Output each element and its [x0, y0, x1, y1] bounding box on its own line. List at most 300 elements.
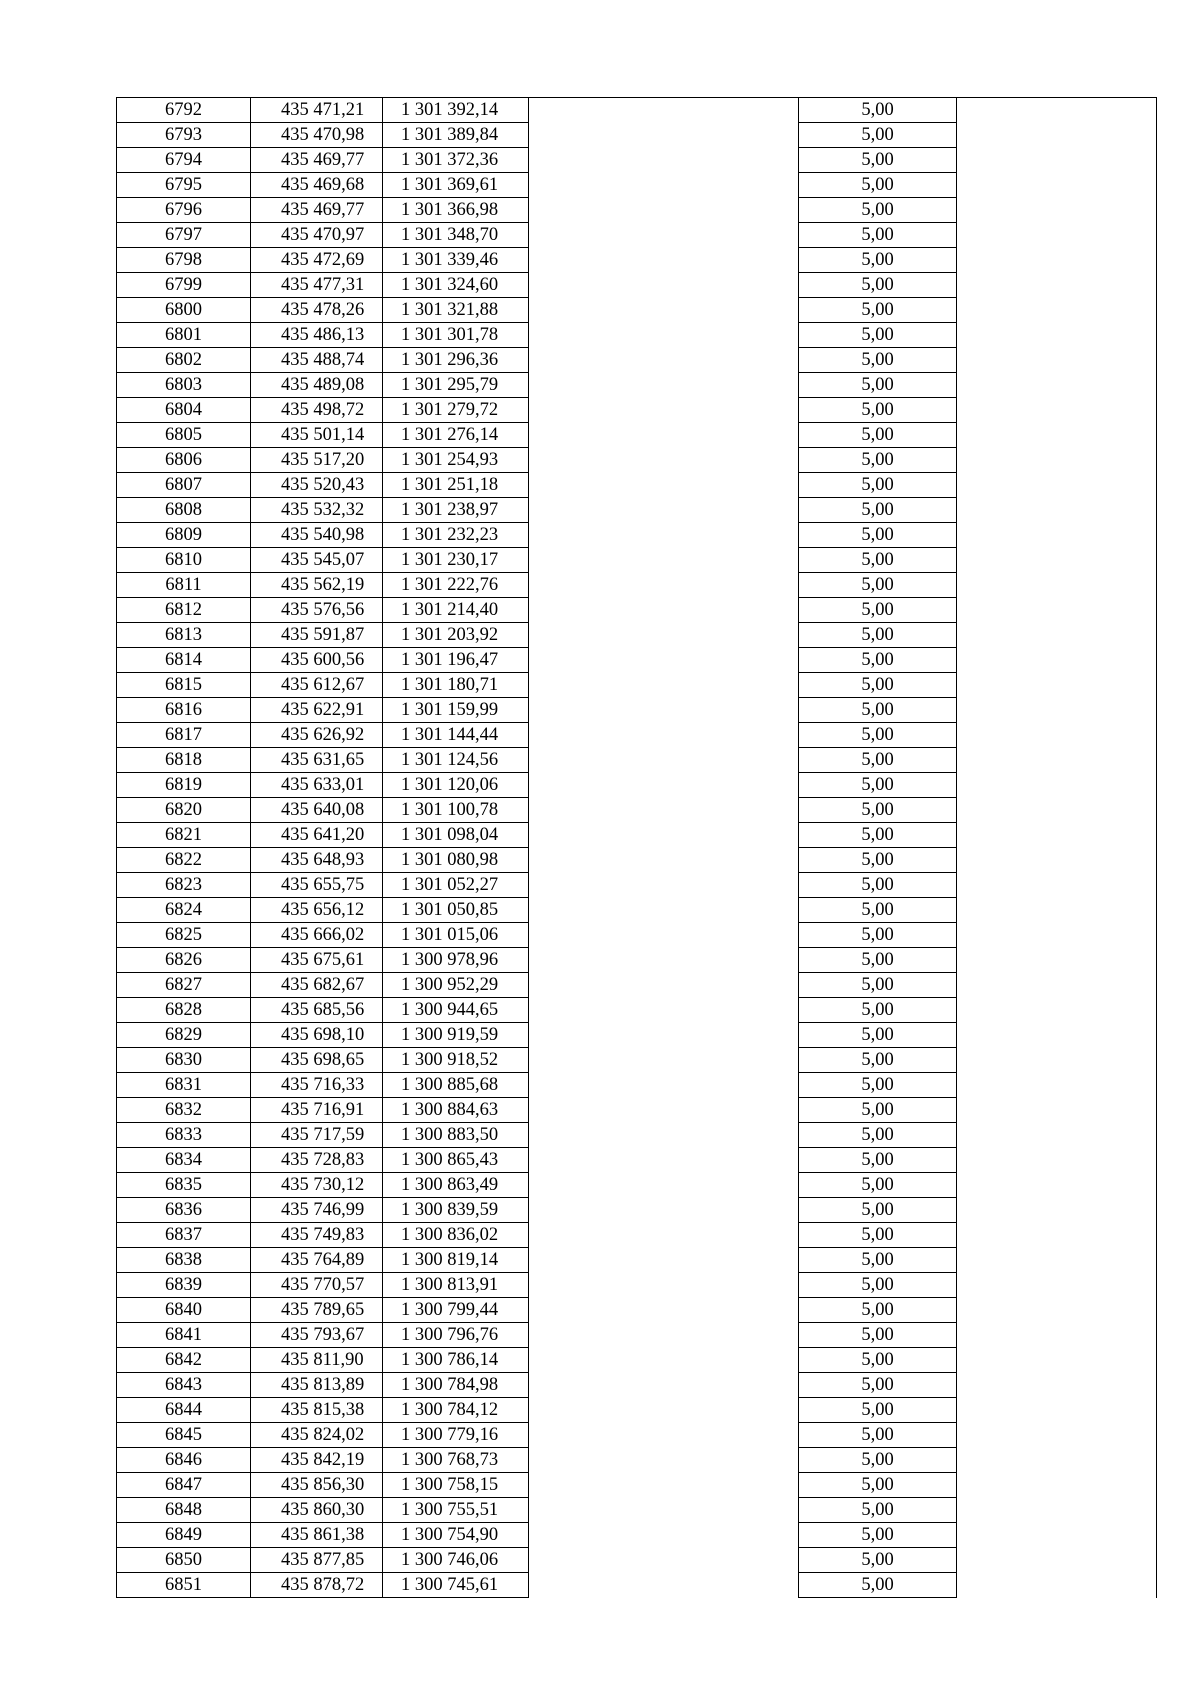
table-row: [117, 98, 1157, 123]
point-number-cell: 6822: [117, 848, 251, 873]
table-row: [117, 298, 1157, 323]
accuracy-cell: 5,00: [799, 623, 957, 648]
y-coordinate-cell: 1 301 238,97: [383, 498, 529, 523]
y-coordinate-cell: 1 300 784,12: [383, 1398, 529, 1423]
table-row: [117, 448, 1157, 473]
empty-cell: [957, 1523, 1157, 1548]
point-number-cell: 6808: [117, 498, 251, 523]
table-row: [117, 1073, 1157, 1098]
y-coordinate-cell: 1 300 754,90: [383, 1523, 529, 1548]
accuracy-cell: 5,00: [799, 1473, 957, 1498]
y-coordinate-cell: 1 301 324,60: [383, 273, 529, 298]
x-coordinate-cell: 435 633,01: [251, 773, 383, 798]
accuracy-cell: 5,00: [799, 823, 957, 848]
y-coordinate-cell: 1 301 279,72: [383, 398, 529, 423]
x-coordinate-cell: 435 682,67: [251, 973, 383, 998]
y-coordinate-cell: 1 301 254,93: [383, 448, 529, 473]
empty-cell: [529, 1423, 799, 1448]
y-coordinate-cell: 1 301 080,98: [383, 848, 529, 873]
table-row: [117, 748, 1157, 773]
table-row: [117, 1273, 1157, 1298]
empty-cell: [529, 1373, 799, 1398]
y-coordinate-cell: 1 301 339,46: [383, 248, 529, 273]
empty-cell: [529, 1448, 799, 1473]
accuracy-cell: 5,00: [799, 398, 957, 423]
empty-cell: [957, 773, 1157, 798]
accuracy-cell: 5,00: [799, 173, 957, 198]
x-coordinate-cell: 435 477,31: [251, 273, 383, 298]
empty-cell: [529, 423, 799, 448]
table-row: [117, 898, 1157, 923]
accuracy-cell: 5,00: [799, 1498, 957, 1523]
accuracy-cell: 5,00: [799, 448, 957, 473]
y-coordinate-cell: 1 300 784,98: [383, 1373, 529, 1398]
empty-cell: [529, 1148, 799, 1173]
accuracy-cell: 5,00: [799, 1423, 957, 1448]
table-row: [117, 523, 1157, 548]
empty-cell: [957, 898, 1157, 923]
empty-cell: [957, 223, 1157, 248]
point-number-cell: 6817: [117, 723, 251, 748]
accuracy-cell: 5,00: [799, 673, 957, 698]
point-number-cell: 6794: [117, 148, 251, 173]
empty-cell: [529, 398, 799, 423]
y-coordinate-cell: 1 301 144,44: [383, 723, 529, 748]
empty-cell: [529, 748, 799, 773]
empty-cell: [957, 1448, 1157, 1473]
table-row: [117, 1423, 1157, 1448]
y-coordinate-cell: 1 301 100,78: [383, 798, 529, 823]
x-coordinate-cell: 435 470,98: [251, 123, 383, 148]
table-row: [117, 1223, 1157, 1248]
empty-cell: [529, 1023, 799, 1048]
accuracy-cell: 5,00: [799, 1448, 957, 1473]
y-coordinate-cell: 1 301 295,79: [383, 373, 529, 398]
empty-cell: [529, 298, 799, 323]
empty-cell: [957, 548, 1157, 573]
y-coordinate-cell: 1 300 918,52: [383, 1048, 529, 1073]
empty-cell: [957, 473, 1157, 498]
point-number-cell: 6793: [117, 123, 251, 148]
table-row: [117, 698, 1157, 723]
empty-cell: [957, 523, 1157, 548]
empty-cell: [957, 448, 1157, 473]
point-number-cell: 6841: [117, 1323, 251, 1348]
table-row: [117, 373, 1157, 398]
point-number-cell: 6851: [117, 1573, 251, 1598]
y-coordinate-cell: 1 301 222,76: [383, 573, 529, 598]
x-coordinate-cell: 435 576,56: [251, 598, 383, 623]
empty-cell: [529, 1348, 799, 1373]
accuracy-cell: 5,00: [799, 723, 957, 748]
x-coordinate-cell: 435 824,02: [251, 1423, 383, 1448]
x-coordinate-cell: 435 520,43: [251, 473, 383, 498]
point-number-cell: 6803: [117, 373, 251, 398]
point-number-cell: 6826: [117, 948, 251, 973]
x-coordinate-cell: 435 545,07: [251, 548, 383, 573]
empty-cell: [957, 823, 1157, 848]
y-coordinate-cell: 1 301 015,06: [383, 923, 529, 948]
empty-cell: [529, 698, 799, 723]
empty-cell: [529, 373, 799, 398]
empty-cell: [529, 1473, 799, 1498]
x-coordinate-cell: 435 498,72: [251, 398, 383, 423]
y-coordinate-cell: 1 301 366,98: [383, 198, 529, 223]
empty-cell: [957, 1323, 1157, 1348]
table-row: [117, 1173, 1157, 1198]
x-coordinate-cell: 435 540,98: [251, 523, 383, 548]
table-row: [117, 623, 1157, 648]
point-number-cell: 6814: [117, 648, 251, 673]
table-row: [117, 848, 1157, 873]
empty-cell: [957, 598, 1157, 623]
empty-cell: [529, 1198, 799, 1223]
accuracy-cell: 5,00: [799, 1398, 957, 1423]
empty-cell: [957, 98, 1157, 123]
y-coordinate-cell: 1 300 919,59: [383, 1023, 529, 1048]
empty-cell: [957, 1373, 1157, 1398]
point-number-cell: 6830: [117, 1048, 251, 1073]
empty-cell: [957, 1423, 1157, 1448]
table-row: [117, 348, 1157, 373]
table-row: [117, 1523, 1157, 1548]
empty-cell: [529, 623, 799, 648]
empty-cell: [957, 348, 1157, 373]
empty-cell: [957, 1048, 1157, 1073]
point-number-cell: 6848: [117, 1498, 251, 1523]
accuracy-cell: 5,00: [799, 248, 957, 273]
x-coordinate-cell: 435 489,08: [251, 373, 383, 398]
x-coordinate-cell: 435 478,26: [251, 298, 383, 323]
table-row: [117, 873, 1157, 898]
table-row: [117, 948, 1157, 973]
x-coordinate-cell: 435 728,83: [251, 1148, 383, 1173]
accuracy-cell: 5,00: [799, 1198, 957, 1223]
empty-cell: [529, 973, 799, 998]
y-coordinate-cell: 1 300 779,16: [383, 1423, 529, 1448]
y-coordinate-cell: 1 301 124,56: [383, 748, 529, 773]
point-number-cell: 6804: [117, 398, 251, 423]
x-coordinate-cell: 435 746,99: [251, 1198, 383, 1223]
accuracy-cell: 5,00: [799, 1123, 957, 1148]
x-coordinate-cell: 435 656,12: [251, 898, 383, 923]
y-coordinate-cell: 1 300 944,65: [383, 998, 529, 1023]
empty-cell: [957, 1248, 1157, 1273]
accuracy-cell: 5,00: [799, 148, 957, 173]
x-coordinate-cell: 435 501,14: [251, 423, 383, 448]
empty-cell: [957, 1173, 1157, 1198]
y-coordinate-cell: 1 300 863,49: [383, 1173, 529, 1198]
point-number-cell: 6805: [117, 423, 251, 448]
x-coordinate-cell: 435 469,77: [251, 198, 383, 223]
point-number-cell: 6818: [117, 748, 251, 773]
y-coordinate-cell: 1 301 276,14: [383, 423, 529, 448]
x-coordinate-cell: 435 675,61: [251, 948, 383, 973]
y-coordinate-cell: 1 300 758,15: [383, 1473, 529, 1498]
empty-cell: [529, 673, 799, 698]
table-row: [117, 1123, 1157, 1148]
table-row: [117, 723, 1157, 748]
accuracy-cell: 5,00: [799, 1073, 957, 1098]
table-row: [117, 1573, 1157, 1598]
empty-cell: [529, 148, 799, 173]
empty-cell: [957, 1098, 1157, 1123]
point-number-cell: 6828: [117, 998, 251, 1023]
point-number-cell: 6797: [117, 223, 251, 248]
table-row: [117, 398, 1157, 423]
empty-cell: [957, 948, 1157, 973]
empty-cell: [957, 998, 1157, 1023]
empty-cell: [957, 398, 1157, 423]
y-coordinate-cell: 1 300 884,63: [383, 1098, 529, 1123]
empty-cell: [957, 1223, 1157, 1248]
empty-cell: [529, 723, 799, 748]
point-number-cell: 6824: [117, 898, 251, 923]
accuracy-cell: 5,00: [799, 1298, 957, 1323]
table-row: [117, 123, 1157, 148]
y-coordinate-cell: 1 300 836,02: [383, 1223, 529, 1248]
y-coordinate-cell: 1 300 865,43: [383, 1148, 529, 1173]
accuracy-cell: 5,00: [799, 373, 957, 398]
point-number-cell: 6843: [117, 1373, 251, 1398]
point-number-cell: 6837: [117, 1223, 251, 1248]
accuracy-cell: 5,00: [799, 1098, 957, 1123]
accuracy-cell: 5,00: [799, 748, 957, 773]
empty-cell: [957, 848, 1157, 873]
empty-cell: [529, 823, 799, 848]
empty-cell: [529, 1523, 799, 1548]
empty-cell: [529, 1298, 799, 1323]
point-number-cell: 6834: [117, 1148, 251, 1173]
empty-cell: [529, 573, 799, 598]
y-coordinate-cell: 1 301 214,40: [383, 598, 529, 623]
empty-cell: [957, 798, 1157, 823]
y-coordinate-cell: 1 301 196,47: [383, 648, 529, 673]
x-coordinate-cell: 435 532,32: [251, 498, 383, 523]
coordinates-table-body: [117, 98, 1157, 1598]
accuracy-cell: 5,00: [799, 1048, 957, 1073]
empty-cell: [957, 873, 1157, 898]
y-coordinate-cell: 1 300 799,44: [383, 1298, 529, 1323]
empty-cell: [529, 548, 799, 573]
empty-cell: [957, 498, 1157, 523]
x-coordinate-cell: 435 626,92: [251, 723, 383, 748]
accuracy-cell: 5,00: [799, 848, 957, 873]
x-coordinate-cell: 435 469,77: [251, 148, 383, 173]
accuracy-cell: 5,00: [799, 523, 957, 548]
accuracy-cell: 5,00: [799, 948, 957, 973]
empty-cell: [529, 1498, 799, 1523]
accuracy-cell: 5,00: [799, 548, 957, 573]
accuracy-cell: 5,00: [799, 1148, 957, 1173]
empty-cell: [957, 1073, 1157, 1098]
empty-cell: [957, 748, 1157, 773]
empty-cell: [529, 923, 799, 948]
empty-cell: [529, 1098, 799, 1123]
empty-cell: [529, 273, 799, 298]
y-coordinate-cell: 1 301 301,78: [383, 323, 529, 348]
empty-cell: [529, 173, 799, 198]
point-number-cell: 6842: [117, 1348, 251, 1373]
empty-cell: [957, 1298, 1157, 1323]
x-coordinate-cell: 435 612,67: [251, 673, 383, 698]
x-coordinate-cell: 435 860,30: [251, 1498, 383, 1523]
table-row: [117, 1148, 1157, 1173]
y-coordinate-cell: 1 301 159,99: [383, 698, 529, 723]
y-coordinate-cell: 1 301 098,04: [383, 823, 529, 848]
empty-cell: [529, 998, 799, 1023]
point-number-cell: 6799: [117, 273, 251, 298]
x-coordinate-cell: 435 749,83: [251, 1223, 383, 1248]
empty-cell: [529, 523, 799, 548]
accuracy-cell: 5,00: [799, 473, 957, 498]
x-coordinate-cell: 435 861,38: [251, 1523, 383, 1548]
point-number-cell: 6844: [117, 1398, 251, 1423]
accuracy-cell: 5,00: [799, 1373, 957, 1398]
table-row: [117, 673, 1157, 698]
table-row: [117, 198, 1157, 223]
x-coordinate-cell: 435 562,19: [251, 573, 383, 598]
x-coordinate-cell: 435 666,02: [251, 923, 383, 948]
y-coordinate-cell: 1 301 180,71: [383, 673, 529, 698]
table-row: [117, 498, 1157, 523]
empty-cell: [529, 798, 799, 823]
empty-cell: [957, 1548, 1157, 1573]
x-coordinate-cell: 435 471,21: [251, 98, 383, 123]
x-coordinate-cell: 435 878,72: [251, 1573, 383, 1598]
table-row: [117, 573, 1157, 598]
empty-cell: [957, 973, 1157, 998]
y-coordinate-cell: 1 301 050,85: [383, 898, 529, 923]
empty-cell: [957, 1123, 1157, 1148]
x-coordinate-cell: 435 811,90: [251, 1348, 383, 1373]
x-coordinate-cell: 435 622,91: [251, 698, 383, 723]
y-coordinate-cell: 1 301 372,36: [383, 148, 529, 173]
empty-cell: [529, 773, 799, 798]
table-row: [117, 1498, 1157, 1523]
point-number-cell: 6829: [117, 1023, 251, 1048]
y-coordinate-cell: 1 300 796,76: [383, 1323, 529, 1348]
empty-cell: [957, 148, 1157, 173]
point-number-cell: 6816: [117, 698, 251, 723]
y-coordinate-cell: 1 300 786,14: [383, 1348, 529, 1373]
accuracy-cell: 5,00: [799, 273, 957, 298]
empty-cell: [957, 373, 1157, 398]
point-number-cell: 6802: [117, 348, 251, 373]
x-coordinate-cell: 435 600,56: [251, 648, 383, 673]
empty-cell: [529, 473, 799, 498]
accuracy-cell: 5,00: [799, 123, 957, 148]
y-coordinate-cell: 1 300 885,68: [383, 1073, 529, 1098]
empty-cell: [957, 198, 1157, 223]
point-number-cell: 6836: [117, 1198, 251, 1223]
y-coordinate-cell: 1 300 839,59: [383, 1198, 529, 1223]
point-number-cell: 6831: [117, 1073, 251, 1098]
point-number-cell: 6813: [117, 623, 251, 648]
empty-cell: [957, 423, 1157, 448]
accuracy-cell: 5,00: [799, 798, 957, 823]
y-coordinate-cell: 1 300 978,96: [383, 948, 529, 973]
point-number-cell: 6840: [117, 1298, 251, 1323]
x-coordinate-cell: 435 716,33: [251, 1073, 383, 1098]
accuracy-cell: 5,00: [799, 1248, 957, 1273]
accuracy-cell: 5,00: [799, 998, 957, 1023]
point-number-cell: 6827: [117, 973, 251, 998]
x-coordinate-cell: 435 793,67: [251, 1323, 383, 1348]
empty-cell: [957, 1023, 1157, 1048]
accuracy-cell: 5,00: [799, 923, 957, 948]
y-coordinate-cell: 1 301 230,17: [383, 548, 529, 573]
accuracy-cell: 5,00: [799, 573, 957, 598]
table-row: [117, 248, 1157, 273]
accuracy-cell: 5,00: [799, 648, 957, 673]
point-number-cell: 6798: [117, 248, 251, 273]
point-number-cell: 6795: [117, 173, 251, 198]
empty-cell: [529, 1173, 799, 1198]
point-number-cell: 6823: [117, 873, 251, 898]
table-row: [117, 648, 1157, 673]
accuracy-cell: 5,00: [799, 223, 957, 248]
empty-cell: [529, 1273, 799, 1298]
empty-cell: [529, 1323, 799, 1348]
table-row: [117, 1323, 1157, 1348]
point-number-cell: 6847: [117, 1473, 251, 1498]
empty-cell: [957, 173, 1157, 198]
accuracy-cell: 5,00: [799, 1323, 957, 1348]
empty-cell: [529, 323, 799, 348]
coordinates-table: [116, 97, 1157, 1598]
x-coordinate-cell: 435 631,65: [251, 748, 383, 773]
point-number-cell: 6815: [117, 673, 251, 698]
table-row: [117, 1448, 1157, 1473]
accuracy-cell: 5,00: [799, 1573, 957, 1598]
x-coordinate-cell: 435 517,20: [251, 448, 383, 473]
table-row: [117, 1023, 1157, 1048]
accuracy-cell: 5,00: [799, 1223, 957, 1248]
point-number-cell: 6838: [117, 1248, 251, 1273]
x-coordinate-cell: 435 472,69: [251, 248, 383, 273]
point-number-cell: 6792: [117, 98, 251, 123]
accuracy-cell: 5,00: [799, 1548, 957, 1573]
table-row: [117, 598, 1157, 623]
empty-cell: [957, 723, 1157, 748]
accuracy-cell: 5,00: [799, 348, 957, 373]
x-coordinate-cell: 435 730,12: [251, 1173, 383, 1198]
empty-cell: [529, 123, 799, 148]
x-coordinate-cell: 435 648,93: [251, 848, 383, 873]
accuracy-cell: 5,00: [799, 1173, 957, 1198]
y-coordinate-cell: 1 300 819,14: [383, 1248, 529, 1273]
x-coordinate-cell: 435 591,87: [251, 623, 383, 648]
table-row: [117, 273, 1157, 298]
x-coordinate-cell: 435 813,89: [251, 1373, 383, 1398]
x-coordinate-cell: 435 640,08: [251, 798, 383, 823]
empty-cell: [529, 898, 799, 923]
empty-cell: [529, 1573, 799, 1598]
accuracy-cell: 5,00: [799, 898, 957, 923]
point-number-cell: 6800: [117, 298, 251, 323]
point-number-cell: 6812: [117, 598, 251, 623]
table-row: [117, 1548, 1157, 1573]
point-number-cell: 6820: [117, 798, 251, 823]
y-coordinate-cell: 1 301 296,36: [383, 348, 529, 373]
accuracy-cell: 5,00: [799, 598, 957, 623]
y-coordinate-cell: 1 301 321,88: [383, 298, 529, 323]
point-number-cell: 6839: [117, 1273, 251, 1298]
accuracy-cell: 5,00: [799, 298, 957, 323]
x-coordinate-cell: 435 486,13: [251, 323, 383, 348]
empty-cell: [957, 673, 1157, 698]
